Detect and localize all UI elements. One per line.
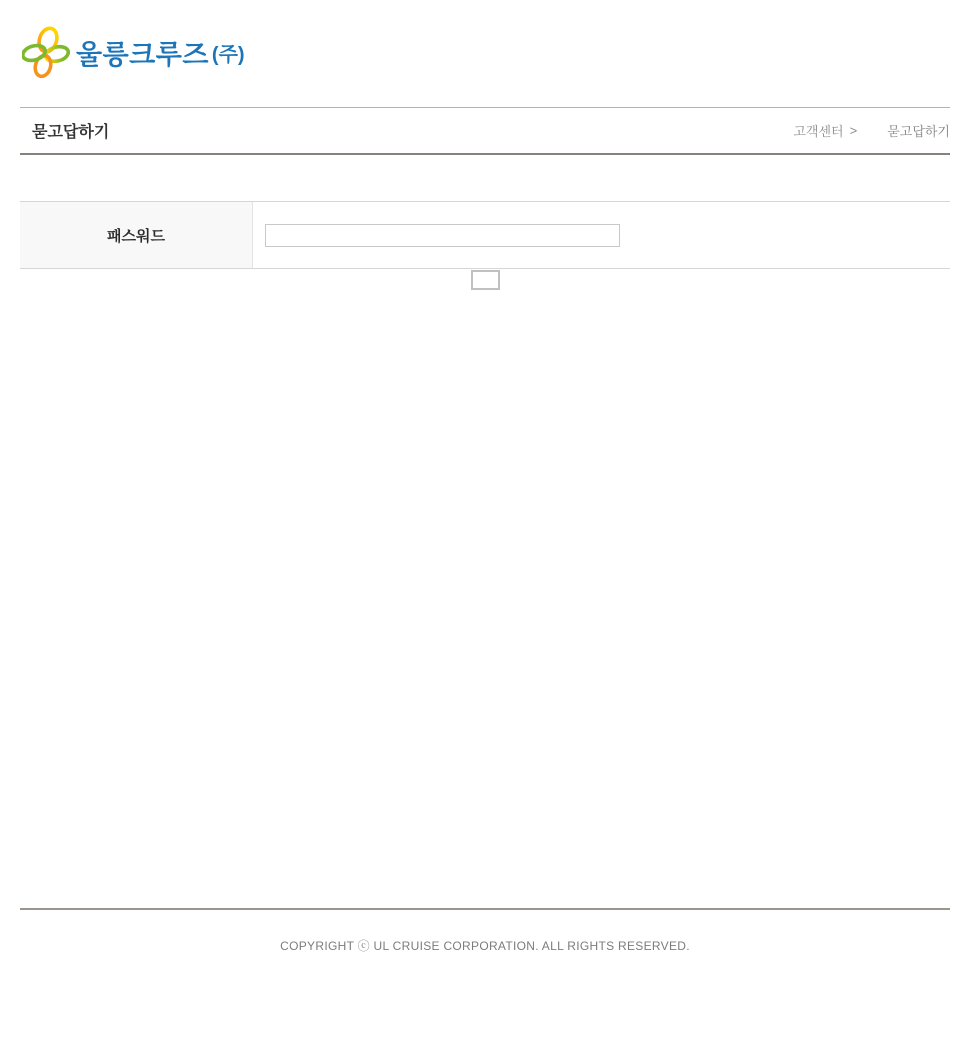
footer-divider bbox=[20, 908, 950, 910]
password-label: 패스워드 bbox=[20, 202, 253, 268]
password-input[interactable] bbox=[265, 224, 620, 247]
logo-company-suffix: (주) bbox=[211, 43, 245, 66]
breadcrumb-separator: > bbox=[849, 123, 858, 138]
titlebar bbox=[20, 107, 950, 155]
password-cell bbox=[253, 202, 950, 268]
breadcrumb bbox=[793, 121, 950, 140]
ribbon-flower-icon bbox=[22, 26, 70, 78]
breadcrumb-current[interactable]: 묻고답하기 bbox=[887, 124, 950, 139]
header bbox=[0, 0, 970, 107]
password-form-table bbox=[20, 201, 950, 269]
logo-company-name: 울릉크루즈 bbox=[76, 39, 209, 70]
page-title: 묻고답하기 bbox=[32, 124, 110, 141]
breadcrumb-parent[interactable]: 고객센터 bbox=[793, 124, 844, 139]
copyright-text: COPYRIGHT ⓒ UL CRUISE CORPORATION. ALL RIGHTS RESERVED. bbox=[280, 939, 690, 953]
submit-row bbox=[0, 269, 970, 290]
submit-button[interactable] bbox=[471, 270, 500, 290]
logo[interactable] bbox=[22, 26, 245, 78]
